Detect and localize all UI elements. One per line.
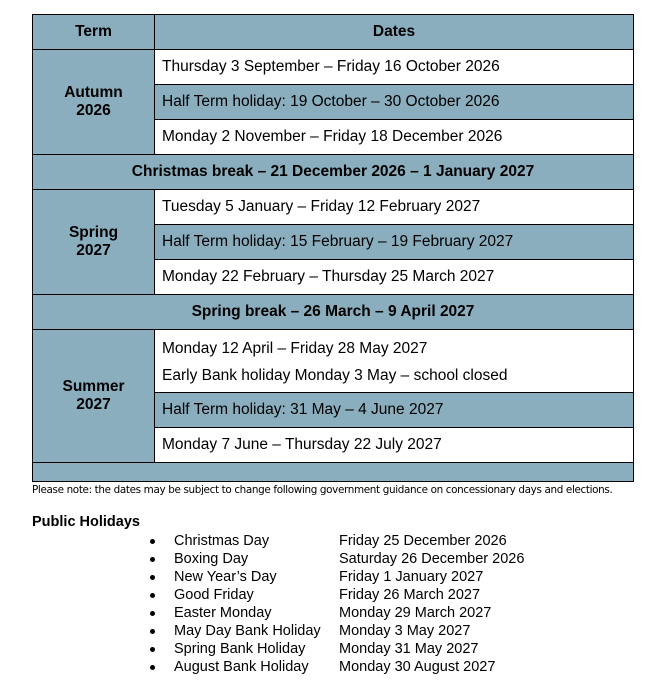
holiday-date: Friday 26 March 2027 [339, 587, 481, 603]
date-cell [155, 330, 634, 393]
date-cell: Thursday 3 September – Friday 16 October 2026 [155, 50, 634, 85]
public-holidays-title: Public Holidays [32, 514, 140, 530]
bullet-icon [150, 629, 155, 634]
date-line: Early Bank holiday Monday 3 May – school closed [162, 367, 508, 384]
holiday-date: Monday 31 May 2027 [339, 641, 479, 657]
table-header-row [33, 15, 634, 50]
holiday-name: Spring Bank Holiday [174, 641, 306, 657]
date-cell: Tuesday 5 January – Friday 12 February 2027 [155, 190, 634, 225]
bullet-icon [150, 575, 155, 580]
half-term-cell: Half Term holiday: 19 October – 30 October 2026 [155, 85, 634, 120]
bullet-icon [150, 539, 155, 544]
empty-cell [33, 463, 634, 482]
holiday-date: Monday 3 May 2027 [339, 623, 471, 639]
half-term-cell: Half Term holiday: 31 May – 4 June 2027 [155, 393, 634, 428]
bullet-icon [150, 647, 155, 652]
holiday-name: May Day Bank Holiday [174, 623, 321, 639]
break-row [33, 155, 634, 190]
table-row [33, 190, 634, 225]
header-term: Term [33, 15, 155, 50]
holiday-name: Christmas Day [174, 533, 270, 549]
holiday-name: Easter Monday [174, 605, 272, 621]
holiday-date: Friday 1 January 2027 [339, 569, 484, 585]
holiday-name: New Year’s Day [174, 569, 277, 585]
term-autumn: Autumn 2026 [33, 50, 155, 155]
bullet-icon [150, 557, 155, 562]
holiday-date: Saturday 26 December 2026 [339, 551, 525, 567]
christmas-break: Christmas break – 21 December 2026 – 1 January 2027 [33, 155, 634, 190]
bullet-icon [150, 593, 155, 598]
holiday-name: Good Friday [174, 587, 254, 603]
holiday-date: Monday 30 August 2027 [339, 659, 496, 675]
date-cell: Monday 22 February – Thursday 25 March 2027 [155, 260, 634, 295]
holiday-name: August Bank Holiday [174, 659, 309, 675]
spring-break: Spring break – 26 March – 9 April 2027 [33, 295, 634, 330]
break-row [33, 295, 634, 330]
term-dates-table [32, 14, 634, 482]
empty-row [33, 463, 634, 482]
header-dates: Dates [155, 15, 634, 50]
date-cell: Monday 7 June – Thursday 22 July 2027 [155, 428, 634, 463]
holiday-date: Monday 29 March 2027 [339, 605, 492, 621]
disclaimer-note: Please note: the dates may be subject to change following government guidance on concessionary days and elections. [32, 484, 613, 496]
table-row [33, 50, 634, 85]
term-spring: Spring 2027 [33, 190, 155, 295]
term-summer: Summer 2027 [33, 330, 155, 463]
bullet-icon [150, 665, 155, 670]
date-cell: Monday 2 November – Friday 18 December 2026 [155, 120, 634, 155]
table-row [33, 330, 634, 393]
holiday-name: Boxing Day [174, 551, 249, 567]
half-term-cell: Half Term holiday: 15 February – 19 February 2027 [155, 225, 634, 260]
bullet-icon [150, 611, 155, 616]
holiday-date: Friday 25 December 2026 [339, 533, 507, 549]
date-line: Monday 12 April – Friday 28 May 2027 [162, 340, 428, 357]
